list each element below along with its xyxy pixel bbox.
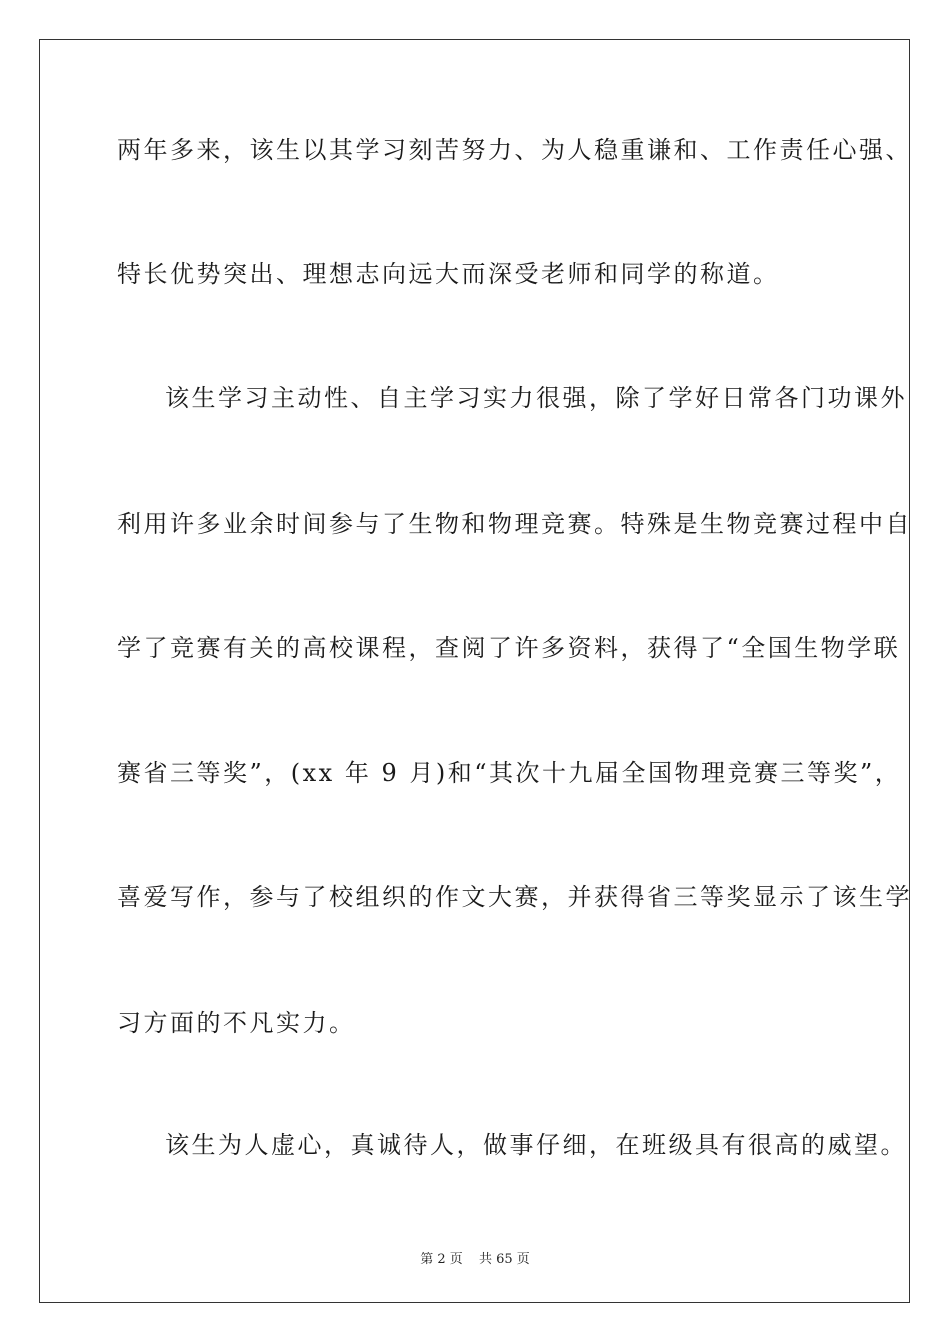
text-line-3: 该生学习主动性、自主学习实力很强，除了学好日常各门功课外	[165, 384, 907, 412]
page-frame	[39, 39, 910, 1303]
text-line-2: 特长优势突出、理想志向远大而深受老师和同学的称道。	[117, 260, 780, 288]
page-footer	[0, 1248, 950, 1267]
text-line-5: 学了竞赛有关的高校课程，查阅了许多资料，获得了“全国生物学联	[117, 634, 901, 662]
page-total: 共 65 页	[478, 1252, 530, 1267]
text-line-8: 习方面的不凡实力。	[117, 1009, 356, 1037]
page-number: 第 2 页	[420, 1252, 463, 1267]
text-line-4: 利用许多业余时间参与了生物和物理竞赛。特殊是生物竞赛过程中自	[117, 510, 912, 538]
text-line-1: 两年多来，该生以其学习刻苦努力、为人稳重谦和、工作责任心强、	[117, 136, 912, 164]
text-line-9: 该生为人虚心，真诚待人，做事仔细，在班级具有很高的威望。	[165, 1131, 907, 1159]
text-line-6: 赛省三等奖”，(xx 年 9 月)和“其次十九届全国物理竞赛三等奖”，	[117, 759, 902, 787]
text-line-7: 喜爱写作，参与了校组织的作文大赛，并获得省三等奖显示了该生学	[117, 883, 912, 911]
